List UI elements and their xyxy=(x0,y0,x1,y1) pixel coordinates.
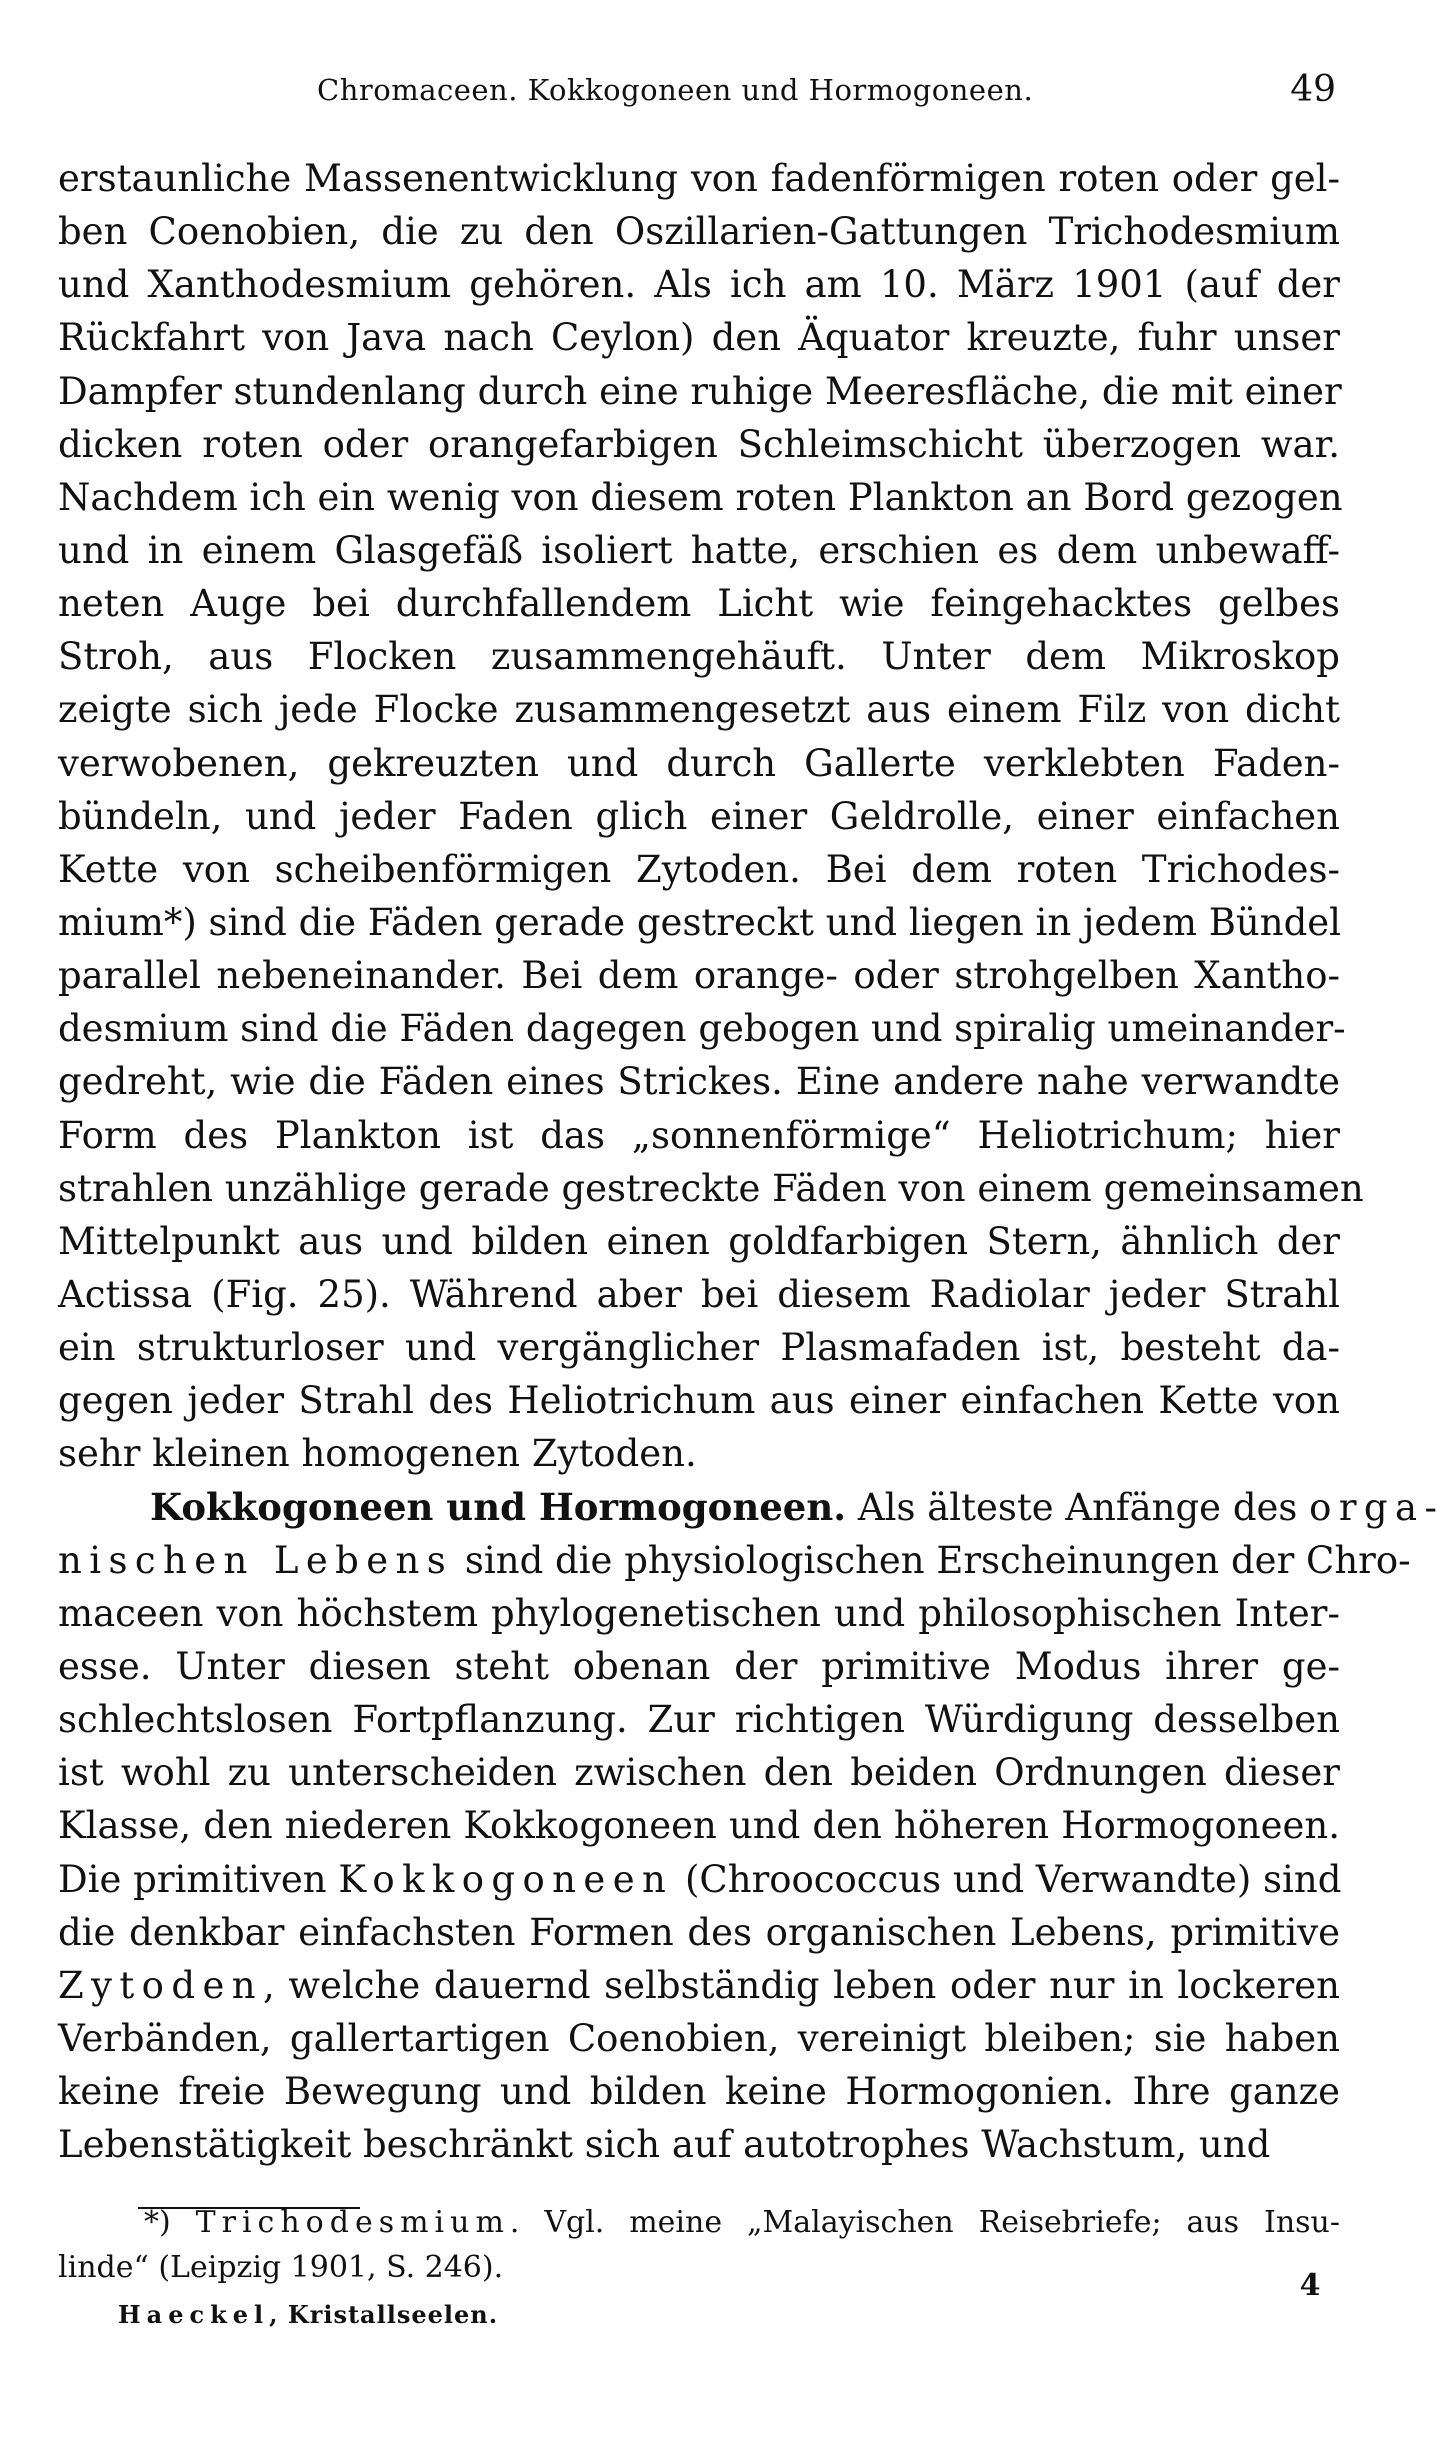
spaced-emphasis: Kokkogoneen xyxy=(338,1857,674,1901)
spaced-emphasis: Zytoden xyxy=(58,1963,263,2007)
text-run: Klasse, den niederen Kokkogoneen und den höheren Hormogoneen. xyxy=(58,1804,1340,1848)
text-line xyxy=(58,1799,1340,1852)
text-line xyxy=(58,843,1340,896)
text-line xyxy=(58,683,1340,736)
section-heading: Kokkogoneen und Hormogoneen. xyxy=(150,1484,847,1529)
text-run: sehr kleinen homogenen Zytoden. xyxy=(58,1432,697,1476)
footnote xyxy=(58,2201,1340,2291)
text-run: gedreht, wie die Fäden eines Strickes. Eine andere nahe verwandte xyxy=(58,1060,1340,1104)
text-run: Nachdem ich ein wenig von diesem roten Plankton an Bord gezogen xyxy=(58,475,1343,519)
text-run: ein strukturloser und vergänglicher Plasmafaden ist, besteht da- xyxy=(58,1326,1340,1370)
text-line xyxy=(58,1587,1340,1640)
body-text xyxy=(58,152,1444,2171)
text-run: Mittelpunkt aus und bilden einen goldfarbigen Stern, ähnlich der xyxy=(58,1219,1340,1263)
text-line xyxy=(58,1906,1340,1959)
text-run: (Chroococcus und Verwandte) sind xyxy=(673,1857,1342,1901)
text-run: sind die physiologischen Erscheinungen der Chro- xyxy=(453,1538,1411,1582)
spaced-emphasis: Trichodesmium xyxy=(195,2205,510,2240)
text-run: bündeln, und jeder Faden glich einer Geldrolle, einer einfachen xyxy=(58,794,1340,838)
text-run: und in einem Glasgefäß isoliert hatte, erschien es dem unbewaff- xyxy=(58,528,1340,572)
text-line xyxy=(58,577,1340,630)
text-line xyxy=(58,1746,1340,1799)
text-run: Als älteste Anfänge des xyxy=(846,1485,1310,1529)
text-line xyxy=(58,524,1340,577)
text-line xyxy=(58,737,1340,790)
text-run: die denkbar einfachsten Formen des organischen Lebens, primitive xyxy=(58,1910,1340,1954)
text-run: ben Coenobien, die zu den Oszillarien-Gattungen Trichodesmium xyxy=(58,210,1340,254)
text-line xyxy=(58,1693,1340,1746)
text-run: zeigte sich jede Flocke zusammengesetzt aus einem Filz von dicht xyxy=(58,688,1340,732)
text-line xyxy=(58,1640,1340,1693)
text-line xyxy=(58,2201,1340,2246)
text-line xyxy=(58,1109,1340,1162)
text-line xyxy=(58,1481,1444,1534)
text-run: maceen von höchstem phylogenetischen und philosophischen Inter- xyxy=(58,1591,1340,1635)
text-line xyxy=(58,152,1340,205)
text-run: Dampfer stundenlang durch eine ruhige Meeresfläche, die mit einer xyxy=(58,369,1342,413)
text-line xyxy=(58,205,1340,258)
text-run: Stroh, aus Flocken zusammengehäuft. Unter dem Mikroskop xyxy=(58,635,1340,679)
text-run: Kette von scheibenförmigen Zytoden. Bei dem roten Trichodes- xyxy=(58,847,1340,891)
text-run: Lebenstätigkeit beschränkt sich auf autotrophes Wachstum, und xyxy=(58,2123,1271,2167)
text-line xyxy=(58,2118,1340,2171)
text-line xyxy=(58,1321,1340,1374)
text-line xyxy=(58,790,1340,843)
text-line xyxy=(58,258,1340,311)
imprint-title: , Kristallseelen. xyxy=(269,2300,499,2329)
text-run: mium*) sind die Fäden gerade gestreckt und liegen in jedem Bündel xyxy=(58,900,1341,944)
text-run: , welche dauernd selbständig leben oder nur in lockeren xyxy=(262,1963,1340,2007)
text-run: verwobenen, gekreuzten und durch Gallerte verklebten Faden- xyxy=(58,741,1340,785)
text-run: Die primitiven xyxy=(58,1857,339,1901)
text-run: strahlen unzählige gerade gestreckte Fäden von einem gemeinsamen xyxy=(58,1166,1364,1210)
text-line xyxy=(58,2246,1340,2291)
signature-mark: 4 xyxy=(1299,2268,1321,2303)
text-run: ist wohl zu unterscheiden zwischen den beiden Ordnungen dieser xyxy=(58,1751,1340,1795)
text-line xyxy=(58,1853,1340,1906)
text-run: dicken roten oder orangefarbigen Schleimschicht überzogen war. xyxy=(58,422,1340,466)
text-line xyxy=(58,1427,1340,1480)
text-line xyxy=(58,1162,1364,1215)
spaced-emphasis: nischen Lebens xyxy=(58,1538,454,1582)
text-line xyxy=(58,1374,1340,1427)
text-line xyxy=(58,1215,1340,1268)
imprint-author: Haeckel xyxy=(118,2300,270,2329)
text-line xyxy=(58,365,1340,418)
text-run: . Vgl. meine „Malayischen Reisebriefe; aus Insu- xyxy=(509,2205,1340,2240)
page-number: 49 xyxy=(1290,69,1336,110)
text-run: und Xanthodesmium gehören. Als ich am 10. März 1901 (auf der xyxy=(58,263,1340,307)
text-line xyxy=(58,2065,1340,2118)
text-run: Rückfahrt von Java nach Ceylon) den Äquator kreuzte, fuhr unser xyxy=(58,316,1340,360)
text-line xyxy=(58,630,1340,683)
running-head: Chromaceen. Kokkogoneen und Hormogoneen. xyxy=(317,73,1034,107)
text-line xyxy=(58,1268,1340,1321)
text-run: parallel nebeneinander. Bei dem orange- oder strohgelben Xantho- xyxy=(58,954,1340,998)
paragraph xyxy=(58,1481,1444,2172)
text-line xyxy=(58,311,1340,364)
text-line xyxy=(58,1002,1346,1055)
text-run: desmium sind die Fäden dagegen gebogen und spiralig umeinander- xyxy=(58,1007,1346,1051)
text-line xyxy=(58,1534,1411,1587)
text-run: gegen jeder Strahl des Heliotrichum aus einer einfachen Kette von xyxy=(58,1379,1340,1423)
text-line xyxy=(58,418,1340,471)
paragraph xyxy=(58,152,1364,1481)
text-run: erstaunliche Massenentwicklung von fadenförmigen roten oder gel- xyxy=(58,157,1340,200)
text-run: Verbänden, gallertartigen Coenobien, vereinigt bleiben; sie haben xyxy=(58,2016,1340,2060)
spaced-emphasis: orga- xyxy=(1309,1485,1444,1529)
text-line xyxy=(58,896,1340,949)
text-run: Form des Plankton ist das „sonnenförmige“ Heliotrichum; hier xyxy=(58,1113,1340,1157)
text-run: Actissa (Fig. 25). Während aber bei diesem Radiolar jeder Strahl xyxy=(58,1272,1340,1316)
text-run: esse. Unter diesen steht obenan der primitive Modus ihrer ge- xyxy=(58,1644,1340,1688)
text-run: keine freie Bewegung und bilden keine Hormogonien. Ihre ganze xyxy=(58,2070,1340,2114)
text-line xyxy=(58,2012,1340,2065)
text-run: neten Auge bei durchfallendem Licht wie feingehacktes gelbes xyxy=(58,582,1340,626)
text-run: linde“ (Leipzig 1901, S. 246). xyxy=(58,2250,504,2285)
text-line xyxy=(58,949,1340,1002)
text-run: schlechtslosen Fortpflanzung. Zur richtigen Würdigung desselben xyxy=(58,1698,1340,1742)
imprint-line xyxy=(118,2300,498,2330)
text-line xyxy=(58,1959,1340,2012)
text-line xyxy=(58,1055,1340,1108)
text-run: *) xyxy=(144,2205,196,2240)
text-line xyxy=(58,471,1343,524)
